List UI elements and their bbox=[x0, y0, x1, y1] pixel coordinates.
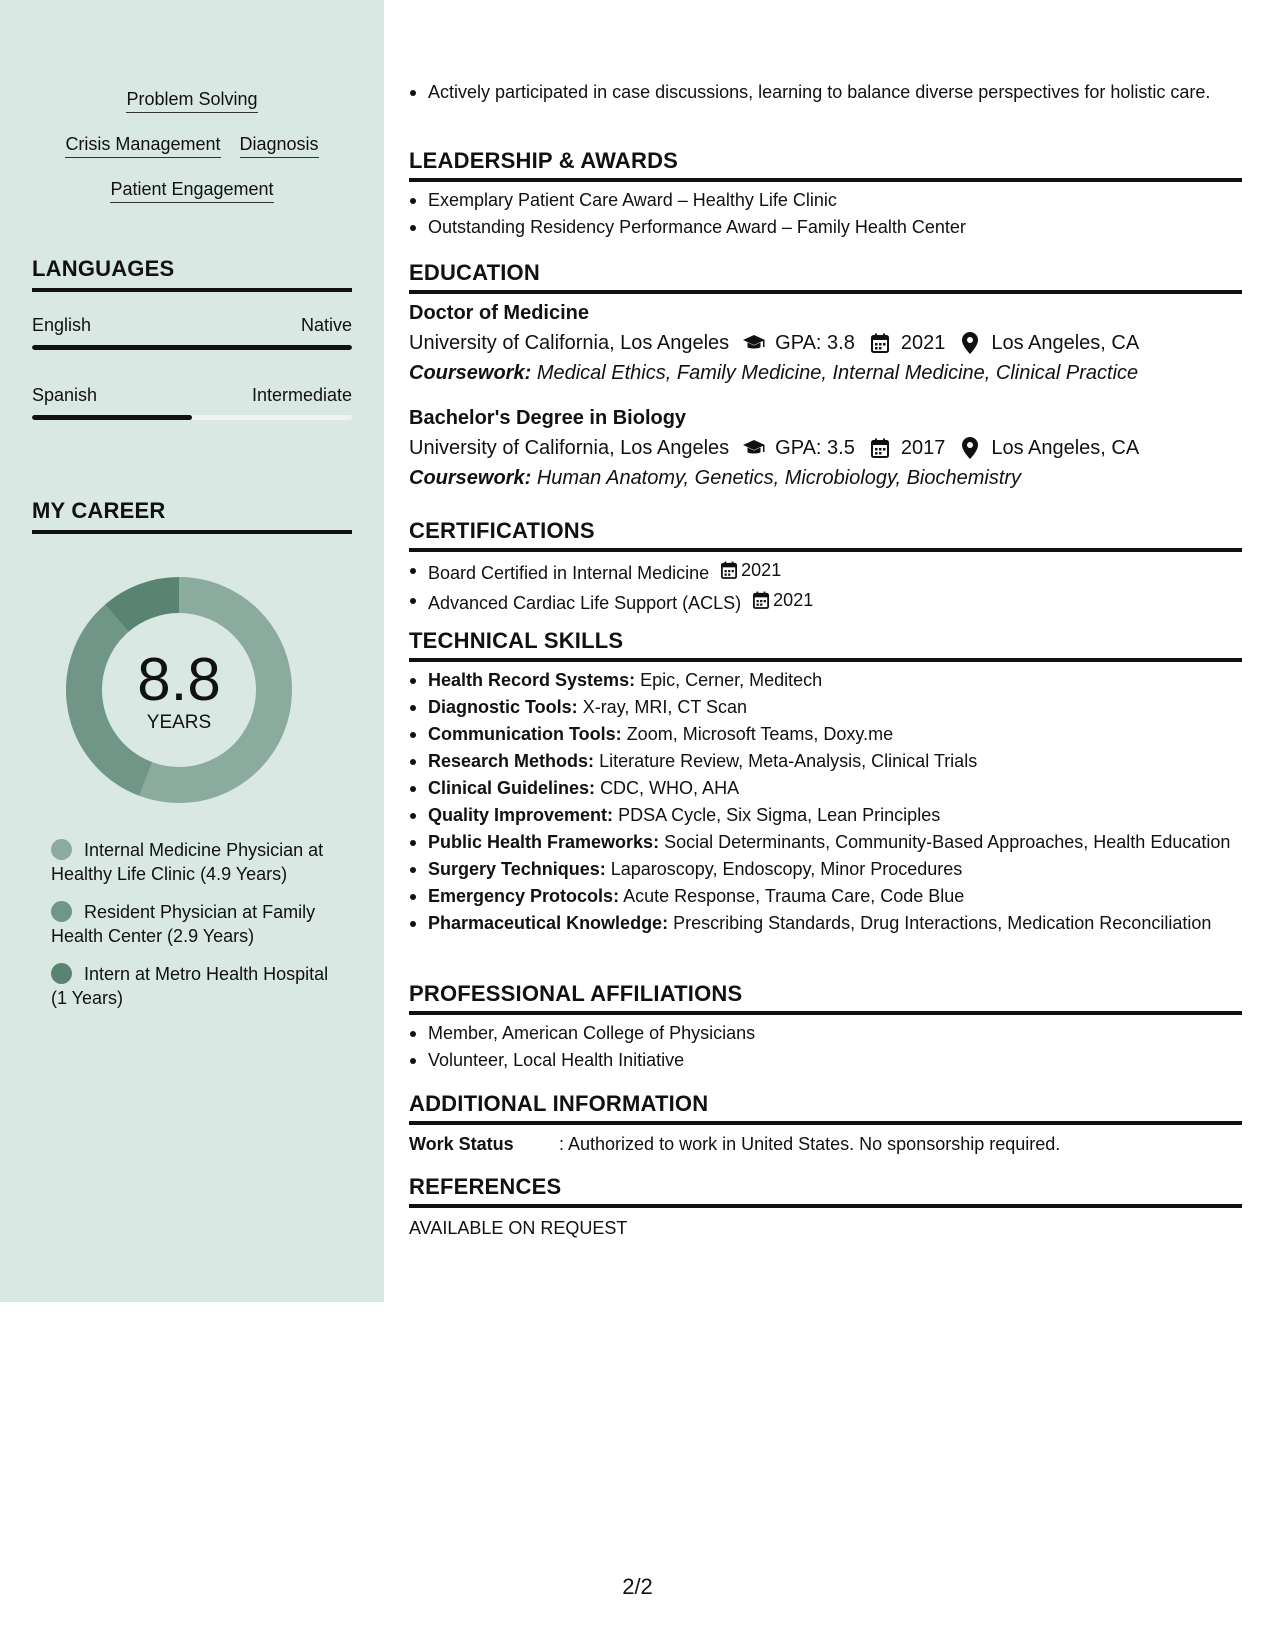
skill-tag: Problem Solving bbox=[126, 88, 257, 113]
school-location: Los Angeles, CA bbox=[991, 332, 1140, 354]
donut-segment bbox=[117, 595, 179, 618]
career-item bbox=[51, 962, 341, 1010]
skill-category: Diagnostic Tools: bbox=[428, 697, 578, 717]
leadership-heading: LEADERSHIP & AWARDS bbox=[409, 148, 1242, 182]
coursework bbox=[409, 465, 1242, 491]
career-item bbox=[51, 838, 341, 886]
language-name: English bbox=[32, 315, 92, 335]
career-dot-icon bbox=[51, 963, 72, 984]
skill-values: Laparoscopy, Endoscopy, Minor Procedures bbox=[610, 859, 963, 879]
language-level: Native bbox=[300, 315, 352, 335]
language-proficiency-fill bbox=[32, 415, 192, 420]
skill-category: Research Methods: bbox=[428, 751, 595, 771]
gpa: GPA: 3.8 bbox=[775, 332, 855, 354]
coursework-list: Medical Ethics, Family Medicine, Internal Medicine, Clinical Practice bbox=[536, 362, 1139, 384]
skill-category: Communication Tools: bbox=[428, 724, 622, 744]
skills-row-2 bbox=[0, 133, 384, 158]
skill-values: CDC, WHO, AHA bbox=[600, 778, 740, 798]
references-heading: REFERENCES bbox=[409, 1174, 1242, 1208]
gpa: GPA: 3.5 bbox=[775, 437, 855, 459]
school-location: Los Angeles, CA bbox=[991, 437, 1140, 459]
school-name: University of California, Los Angeles bbox=[409, 332, 730, 354]
education-entry bbox=[409, 300, 1242, 386]
calendar-icon bbox=[721, 561, 737, 579]
certification-year: 2021 bbox=[773, 590, 814, 610]
award-item: Exemplary Patient Care Award – Healthy Life Clinic bbox=[409, 188, 1242, 212]
degree-title: Doctor of Medicine bbox=[409, 302, 590, 324]
certifications-list bbox=[409, 558, 1242, 618]
affiliation-item: Volunteer, Local Health Initiative bbox=[409, 1048, 1242, 1072]
sidebar bbox=[0, 0, 384, 1302]
language-level: Intermediate bbox=[251, 385, 352, 405]
coursework-label: Coursework: bbox=[409, 362, 532, 384]
graduation-cap-icon bbox=[741, 437, 767, 459]
coursework-label: Coursework: bbox=[409, 467, 532, 489]
skill-category: Health Record Systems: bbox=[428, 670, 636, 690]
language-english bbox=[32, 314, 352, 350]
language-name: Spanish bbox=[32, 385, 98, 405]
skill-values: X-ray, MRI, CT Scan bbox=[582, 697, 748, 717]
education-details bbox=[409, 330, 1242, 356]
certification-year: 2021 bbox=[741, 560, 782, 580]
page-number: 2/2 bbox=[622, 1574, 653, 1599]
calendar-icon bbox=[753, 591, 769, 609]
skill-category: Surgery Techniques: bbox=[428, 859, 606, 879]
skill-values: Acute Response, Trauma Care, Code Blue bbox=[623, 886, 965, 906]
technical-skill-item bbox=[409, 830, 1242, 854]
language-proficiency-bar bbox=[32, 415, 352, 420]
work-status-value: : Authorized to work in United States. No sponsorship required. bbox=[559, 1134, 1061, 1154]
skills-row-1 bbox=[0, 88, 384, 113]
certification-name: Advanced Cardiac Life Support (ACLS) bbox=[428, 593, 742, 613]
education-details bbox=[409, 435, 1242, 461]
career-item-text: Resident Physician at Family Health Center (2.9 Years) bbox=[51, 902, 316, 946]
career-dot-icon bbox=[51, 901, 72, 922]
education-entry bbox=[409, 405, 1242, 491]
skill-tag: Crisis Management bbox=[65, 133, 220, 158]
work-status-row bbox=[409, 1132, 1242, 1156]
experience-bullet: Actively participated in case discussions, learning to balance diverse perspectives for holistic care. bbox=[409, 80, 1242, 104]
technical-skill-item bbox=[409, 668, 1242, 692]
affiliations-heading: PROFESSIONAL AFFILIATIONS bbox=[409, 981, 1242, 1015]
affiliations-list bbox=[409, 1021, 1242, 1075]
award-item: Outstanding Residency Performance Award – Family Health Center bbox=[409, 215, 1242, 239]
degree-title: Bachelor's Degree in Biology bbox=[409, 407, 687, 429]
references-text: AVAILABLE ON REQUEST bbox=[409, 1218, 628, 1238]
leadership-list bbox=[409, 188, 1242, 242]
skill-category: Clinical Guidelines: bbox=[428, 778, 596, 798]
technical-skill-item bbox=[409, 911, 1242, 935]
map-pin-icon bbox=[957, 332, 983, 354]
skill-values: Social Determinants, Community-Based Approaches, Health Education bbox=[664, 832, 1231, 852]
technical-skill-item bbox=[409, 803, 1242, 827]
skill-tag: Diagnosis bbox=[240, 133, 319, 158]
language-spanish bbox=[32, 384, 352, 420]
graduation-year: 2017 bbox=[900, 437, 946, 459]
technical-skill-item bbox=[409, 695, 1242, 719]
calendar-icon bbox=[867, 437, 893, 459]
language-proficiency-fill bbox=[32, 345, 352, 350]
technical-skill-item bbox=[409, 884, 1242, 908]
graduation-cap-icon bbox=[741, 332, 767, 354]
experience-bullets bbox=[409, 80, 1242, 107]
skill-values: Epic, Cerner, Meditech bbox=[640, 670, 823, 690]
technical-skill-item bbox=[409, 722, 1242, 746]
career-item-text: Intern at Metro Health Hospital (1 Years) bbox=[51, 964, 329, 1008]
affiliation-item: Member, American College of Physicians bbox=[409, 1021, 1242, 1045]
languages-heading: LANGUAGES bbox=[32, 256, 352, 292]
career-total-years: 8.8 bbox=[137, 646, 221, 713]
technical-skills-list bbox=[409, 668, 1242, 938]
certification-name: Board Certified in Internal Medicine bbox=[428, 563, 710, 583]
skill-category: Quality Improvement: bbox=[428, 805, 614, 825]
certification-item bbox=[409, 588, 1242, 615]
calendar-icon bbox=[867, 332, 893, 354]
education-heading: EDUCATION bbox=[409, 260, 1242, 294]
certification-item bbox=[409, 558, 1242, 585]
skill-category: Public Health Frameworks: bbox=[428, 832, 660, 852]
skills-row-3 bbox=[0, 178, 384, 203]
certification-date bbox=[753, 588, 813, 612]
school-name: University of California, Los Angeles bbox=[409, 437, 730, 459]
certification-date bbox=[721, 558, 781, 582]
technical-skill-item bbox=[409, 776, 1242, 800]
skill-category: Emergency Protocols: bbox=[428, 886, 620, 906]
skill-values: Literature Review, Meta-Analysis, Clinical Trials bbox=[599, 751, 978, 771]
additional-info-heading: ADDITIONAL INFORMATION bbox=[409, 1091, 1242, 1125]
skill-tag: Patient Engagement bbox=[110, 178, 273, 203]
technical-skills-heading: TECHNICAL SKILLS bbox=[409, 628, 1242, 662]
certifications-heading: CERTIFICATIONS bbox=[409, 518, 1242, 552]
coursework-list: Human Anatomy, Genetics, Microbiology, Biochemistry bbox=[536, 467, 1022, 489]
skill-values: Zoom, Microsoft Teams, Doxy.me bbox=[626, 724, 894, 744]
career-heading: MY CAREER bbox=[32, 498, 352, 534]
skill-values: Prescribing Standards, Drug Interactions, Medication Reconciliation bbox=[673, 913, 1212, 933]
technical-skill-item bbox=[409, 857, 1242, 881]
coursework bbox=[409, 360, 1242, 386]
career-dot-icon bbox=[51, 839, 72, 860]
career-item-text: Internal Medicine Physician at Healthy Life Clinic (4.9 Years) bbox=[51, 840, 324, 884]
map-pin-icon bbox=[957, 437, 983, 459]
skill-values: PDSA Cycle, Six Sigma, Lean Principles bbox=[618, 805, 941, 825]
career-item bbox=[51, 900, 341, 948]
work-status-label: Work Status bbox=[409, 1134, 514, 1154]
technical-skill-item bbox=[409, 749, 1242, 773]
skill-category: Pharmaceutical Knowledge: bbox=[428, 913, 669, 933]
graduation-year: 2021 bbox=[900, 332, 946, 354]
language-proficiency-bar bbox=[32, 345, 352, 350]
career-total-unit: YEARS bbox=[146, 712, 212, 733]
